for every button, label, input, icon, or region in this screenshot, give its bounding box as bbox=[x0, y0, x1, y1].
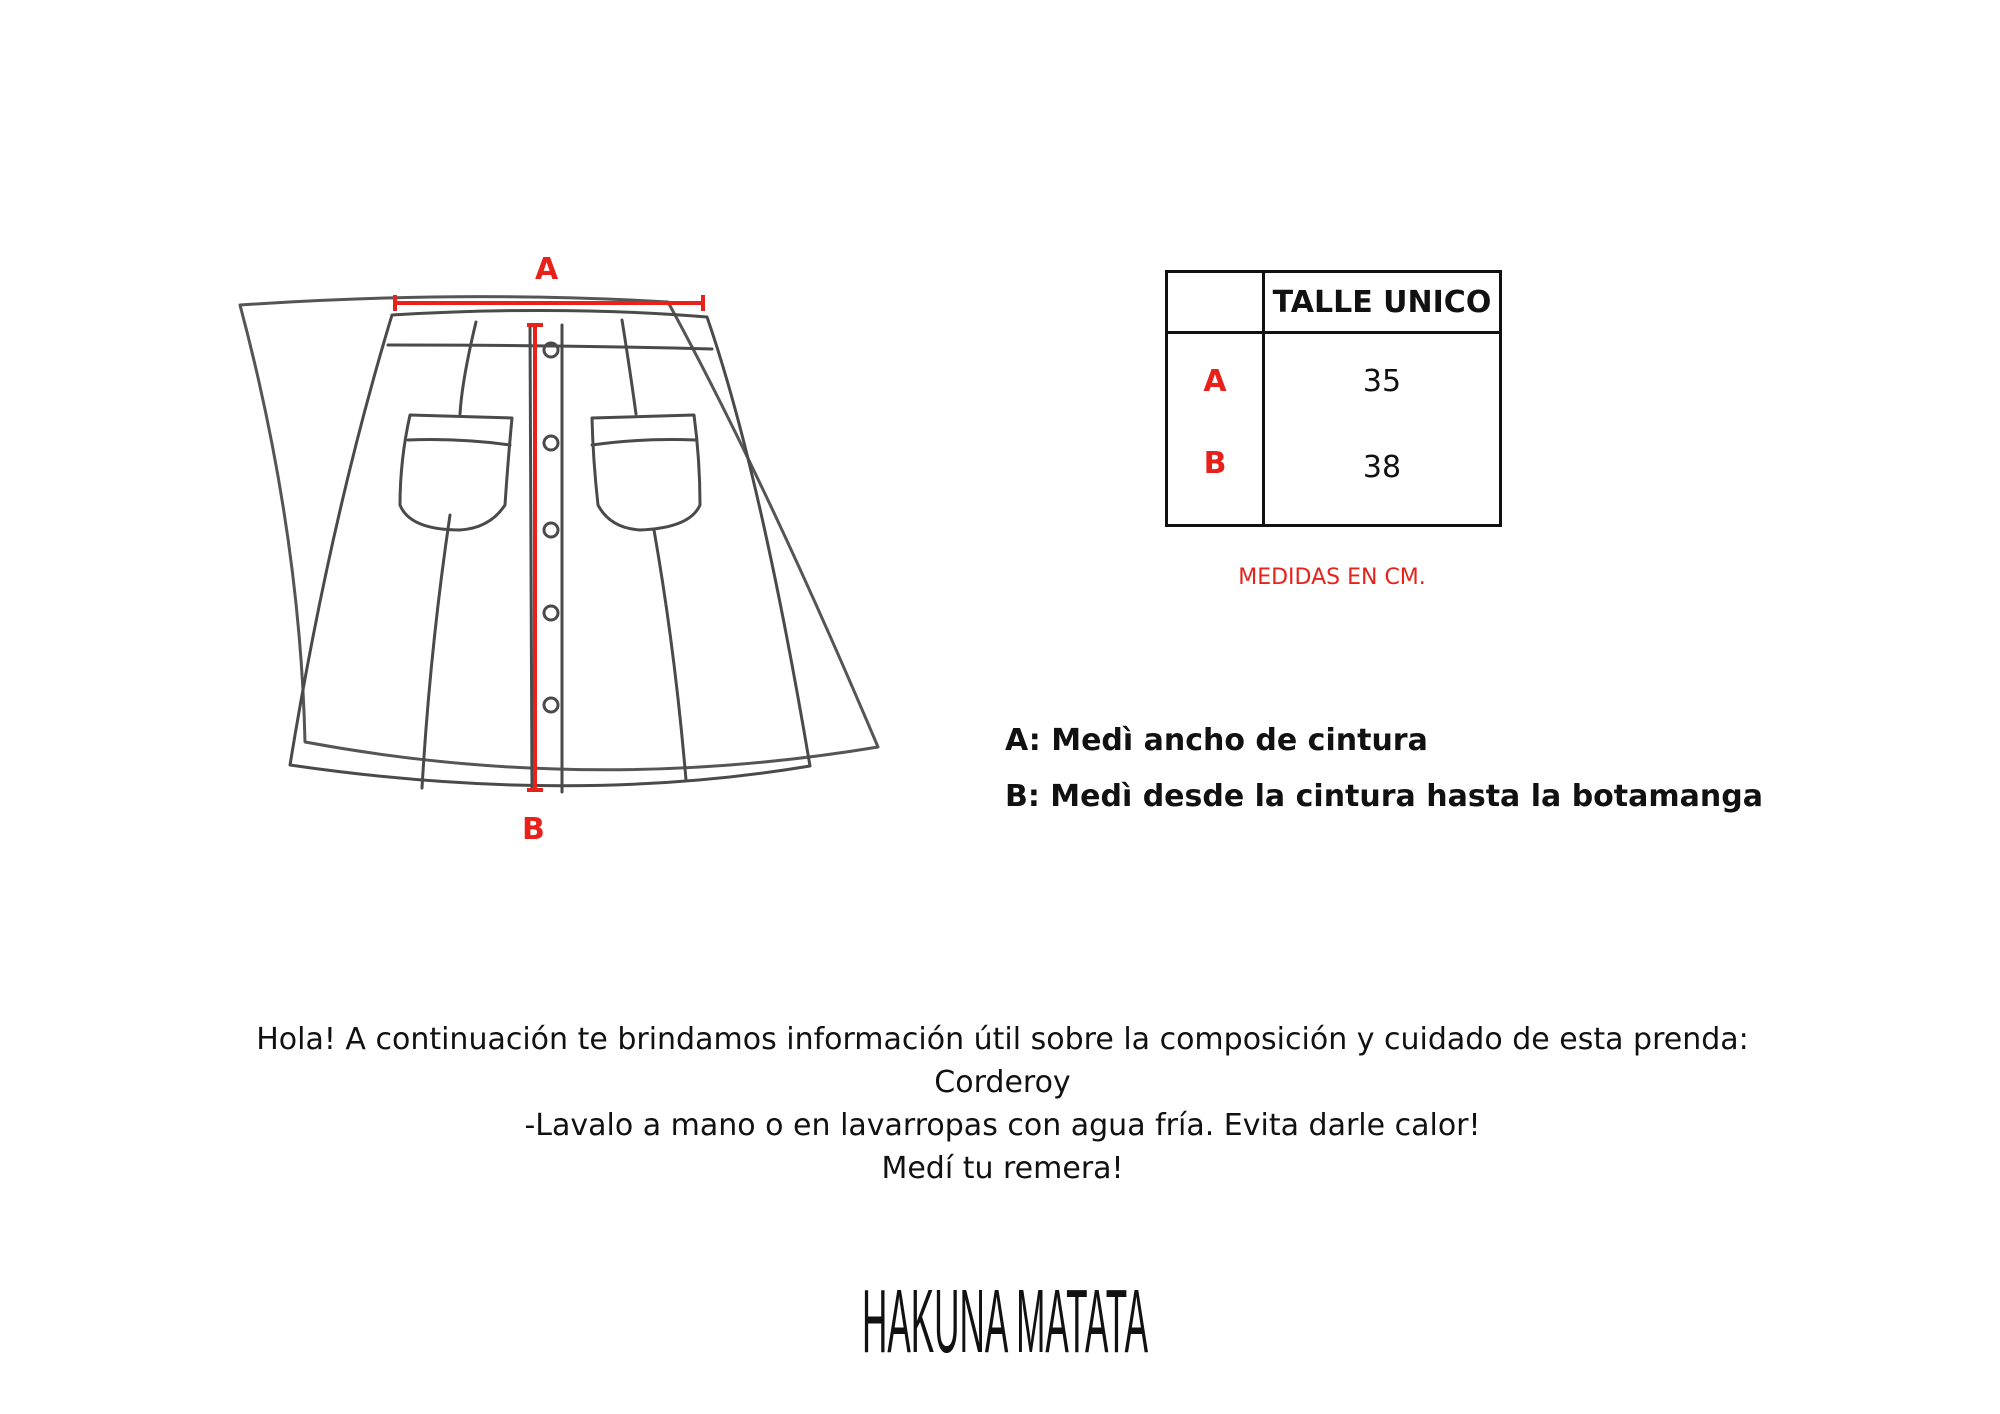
left-pocket-flap bbox=[408, 440, 510, 445]
measure-a-line bbox=[395, 295, 703, 311]
placket-left-line bbox=[530, 325, 532, 790]
brand-name: HAKUNA MATATA bbox=[862, 1272, 1148, 1372]
care-measure-note: Medí tu remera! bbox=[881, 1151, 1124, 1186]
table-row bbox=[1167, 333, 1501, 526]
care-info bbox=[200, 1018, 1805, 1190]
left-seam-top bbox=[460, 322, 476, 414]
right-seam-top bbox=[622, 320, 636, 414]
measure-a-label: A bbox=[535, 252, 559, 287]
table-corner-cell bbox=[1167, 272, 1264, 333]
table-header-row bbox=[1167, 272, 1501, 333]
row-value-b: 38 bbox=[1362, 450, 1402, 485]
care-intro: Hola! A continuación te brindamos información útil sobre la composición y cuidado de esta prenda: bbox=[256, 1022, 1749, 1057]
right-pocket bbox=[592, 415, 700, 530]
row-values-cell bbox=[1264, 333, 1501, 526]
right-pocket-flap bbox=[592, 440, 696, 445]
row-label-b: B bbox=[1203, 446, 1227, 481]
care-material: Corderoy bbox=[934, 1065, 1071, 1100]
instruction-b: B: Medì desde la cintura hasta la botamanga bbox=[1005, 779, 1763, 814]
right-seam-bottom bbox=[654, 530, 686, 780]
left-pocket bbox=[400, 415, 512, 530]
instruction-a: A: Medì ancho de cintura bbox=[1005, 723, 1428, 758]
left-seam-bottom bbox=[422, 515, 450, 788]
row-labels-cell bbox=[1167, 333, 1264, 526]
units-note: MEDIDAS EN CM. bbox=[1238, 565, 1426, 590]
skirt-body-shape bbox=[290, 310, 810, 785]
size-table bbox=[1165, 270, 1502, 527]
waistband-line bbox=[388, 345, 712, 349]
row-value-a: 35 bbox=[1362, 364, 1402, 399]
row-label-a: A bbox=[1203, 364, 1227, 399]
measure-b-label: B bbox=[522, 812, 545, 847]
table-header-size: TALLE UNICO bbox=[1264, 272, 1501, 333]
brand-logo bbox=[860, 1272, 1150, 1372]
care-washing: -Lavalo a mano o en lavarropas con agua fría. Evita darle calor! bbox=[524, 1108, 1481, 1143]
